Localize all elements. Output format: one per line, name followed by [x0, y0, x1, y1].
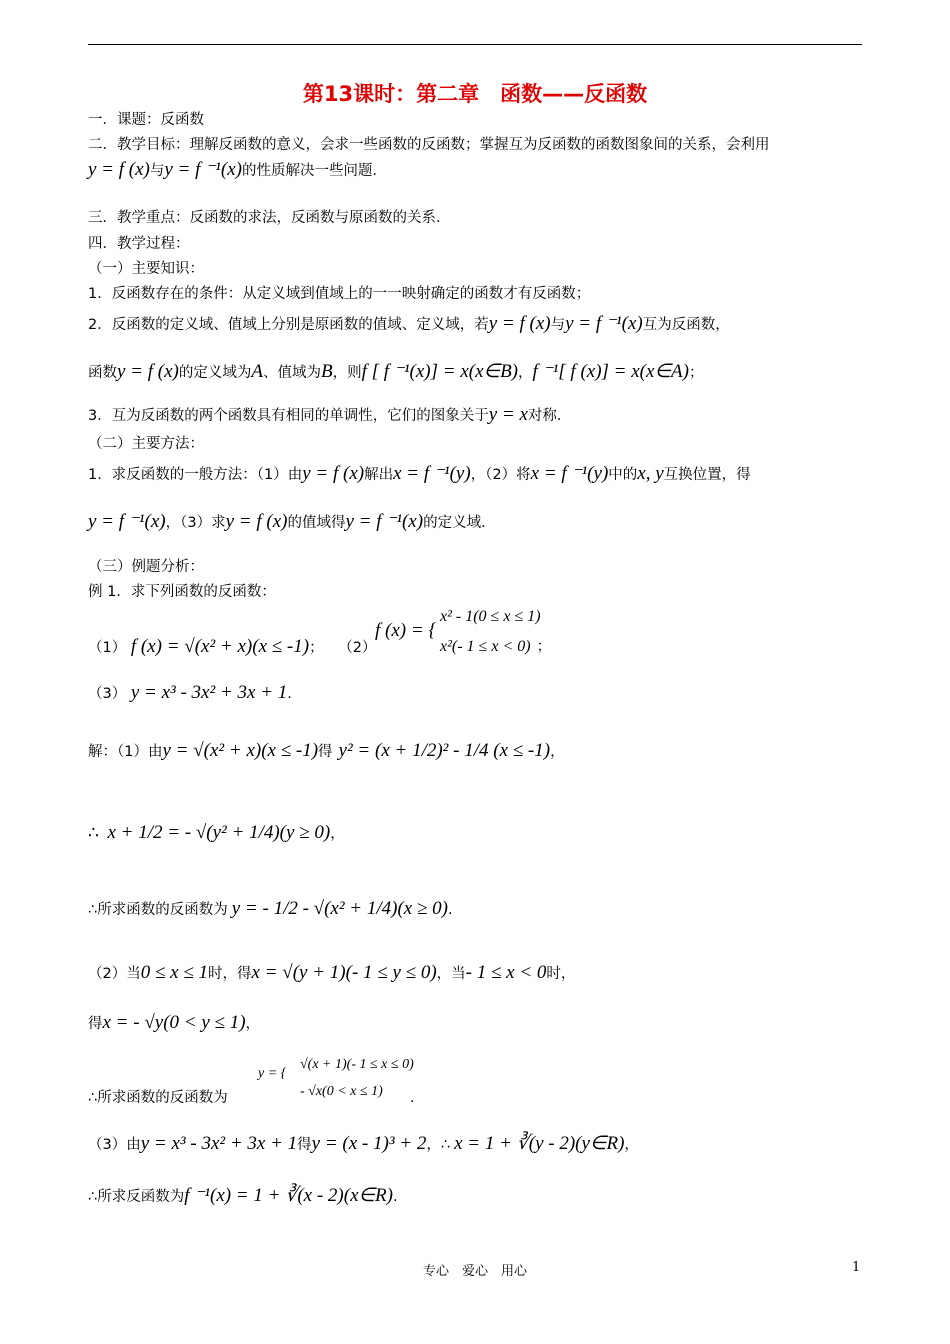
- page-title: 第13课时：第二章 函数——反函数: [302, 82, 648, 106]
- formula: y = f ⁻¹(x): [565, 313, 643, 334]
- text: 的值域得: [287, 515, 346, 531]
- text: 得: [318, 744, 333, 760]
- text: ；: [536, 639, 552, 655]
- method-1: [88, 462, 751, 485]
- example-1-1: [88, 636, 376, 658]
- text: 得: [88, 1016, 103, 1032]
- page-footer: 专心 爱心 用心: [422, 1264, 527, 1279]
- text: 得: [297, 1137, 312, 1153]
- text: （3）: [88, 686, 127, 702]
- section-goals: 二．教学目标：理解反函数的意义，会求一些函数的反函数；掌握互为反函数的函数图象间的关系，会利用: [88, 137, 770, 153]
- formula: x² - 1(0 ≤ x ≤ 1): [440, 608, 541, 625]
- text: 与: [149, 163, 165, 179]
- formula: y = {: [258, 1066, 287, 1081]
- knowledge-3: [88, 404, 571, 426]
- formula: x = f ⁻¹(y): [530, 463, 609, 484]
- formula: x + 1/2 = - √(y² + 1/4)(y ≥ 0): [107, 822, 331, 843]
- solution-1-step2: [88, 822, 345, 844]
- section-process: 四．教学过程：: [88, 236, 190, 252]
- text: 时，: [546, 966, 576, 982]
- text: 互换位置，得: [663, 467, 751, 483]
- method-1-cont: [88, 510, 496, 533]
- text: 的性质解决一些问题．: [241, 163, 387, 179]
- solution-2-result-case1: [300, 1053, 414, 1073]
- text: 解：（1）由: [88, 744, 163, 760]
- text: ，当: [436, 966, 466, 982]
- text: ，: [245, 1016, 261, 1032]
- text: 、值域为: [262, 365, 321, 381]
- text: （3）由: [88, 1137, 141, 1153]
- formula: - √x(0 < x ≤ 1): [300, 1084, 383, 1099]
- formula: f (x) = √(x² + x)(x ≤ -1): [130, 636, 310, 657]
- text: ，: [550, 744, 565, 760]
- text: 时，得: [208, 966, 252, 982]
- formula: y = x: [488, 404, 528, 425]
- text: 函数: [88, 365, 117, 381]
- text: ∴所求反函数为: [88, 1189, 185, 1205]
- text: ，（2）将: [470, 467, 531, 483]
- header-rule: [88, 44, 862, 45]
- knowledge-1: 1．反函数存在的条件：从定义域到值域上的一一映射确定的函数才有反函数；: [88, 286, 591, 302]
- text: 互为反函数，: [642, 317, 730, 333]
- formula: A: [251, 361, 263, 382]
- text: ，: [518, 365, 533, 381]
- formula: y = f (x): [117, 361, 179, 382]
- formula: √(x + 1)(- 1 ≤ x ≤ 0): [300, 1057, 414, 1072]
- example-1-2-case2: [440, 635, 551, 656]
- formula: f (x) = {: [375, 620, 437, 641]
- example-1-3: [88, 682, 292, 704]
- solution-1-result: [88, 898, 453, 920]
- formula: x = - √y(0 < y ≤ 1): [102, 1012, 246, 1033]
- solution-2-result-case2: [300, 1080, 383, 1100]
- formula: x²(- 1 ≤ x < 0): [440, 638, 531, 655]
- formula: x = √(y + 1)(- 1 ≤ y ≤ 0): [251, 962, 437, 983]
- text: ，∴: [426, 1137, 451, 1153]
- knowledge-2-cont: [88, 360, 703, 383]
- page-number: 1: [852, 1260, 861, 1275]
- text: 与: [550, 317, 566, 333]
- formula: B: [320, 361, 333, 382]
- formula: y = √(x² + x)(x ≤ -1): [162, 740, 319, 761]
- text: 3．互为反函数的两个函数具有相同的单调性，它们的图象关于: [88, 408, 489, 424]
- formula: y² = (x + 1/2)² - 1/4 (x ≤ -1): [338, 740, 551, 761]
- formula: x = 1 + ∛(y - 2)(y∈R): [454, 1133, 625, 1154]
- solution-2-result-label: [88, 1086, 228, 1107]
- text: 对称．: [527, 408, 572, 424]
- formula: y = f ⁻¹(x): [88, 511, 166, 532]
- text: ；: [688, 365, 704, 381]
- text: （2）当: [88, 966, 141, 982]
- solution-2-result-lhs: [258, 1062, 286, 1082]
- text: 的定义域为: [178, 365, 252, 381]
- formula: y = f (x): [88, 159, 150, 180]
- text: （2）: [338, 640, 377, 656]
- example-1-heading: 例 1．求下列函数的反函数：: [88, 584, 276, 600]
- formula: - 1 ≤ x < 0: [465, 962, 547, 983]
- formula: y = f ⁻¹(x): [345, 511, 424, 532]
- solution-3-line: [88, 1132, 639, 1155]
- solution-2-result-end: .: [410, 1090, 415, 1106]
- text: ，: [624, 1137, 639, 1153]
- text: ∴所求函数的反函数为: [88, 1090, 228, 1106]
- section-topic: 一．课题：反函数: [88, 112, 204, 128]
- text: .: [287, 686, 292, 702]
- text: ；: [309, 640, 324, 656]
- text: ，则: [332, 365, 362, 381]
- part-methods: （二）主要方法：: [88, 436, 204, 452]
- solution-3-result: [88, 1184, 398, 1207]
- text: .: [448, 902, 453, 918]
- text: .: [392, 1189, 398, 1205]
- text: ，: [330, 826, 345, 842]
- section-focus: 三．教学重点：反函数的求法，反函数与原函数的关系．: [88, 210, 451, 226]
- knowledge-2: [88, 312, 730, 335]
- text: ，（3）求: [165, 515, 226, 531]
- example-1-2-lhs: [375, 620, 436, 642]
- text: 解出: [364, 467, 394, 483]
- formula: y = f (x): [488, 313, 551, 334]
- formula: f ⁻¹[ f (x)] = x(x∈A): [532, 361, 689, 382]
- formula: 0 ≤ x ≤ 1: [140, 962, 209, 983]
- formula: y = - 1/2 - √(x² + 1/4)(x ≥ 0): [231, 898, 448, 919]
- formula: f ⁻¹(x) = 1 + ∛(x - 2)(x∈R): [184, 1185, 393, 1206]
- text: （1）: [88, 640, 127, 656]
- formula: y = x³ - 3x² + 3x + 1: [130, 682, 288, 703]
- text: 1．求反函数的一般方法：（1）由: [88, 467, 303, 483]
- formula: x, y: [637, 463, 664, 484]
- example-1-2-case1: [440, 606, 541, 626]
- formula: y = f ⁻¹(x): [164, 159, 242, 180]
- part-examples: （三）例题分析：: [88, 559, 204, 575]
- section-goals-cont: [88, 158, 387, 181]
- formula: f [ f ⁻¹(x)] = x(x∈B): [361, 361, 519, 382]
- text: ∴所求函数的反函数为: [88, 902, 228, 918]
- therefore-symbol: ∴: [88, 823, 99, 843]
- solution-1-line: [88, 740, 565, 762]
- formula: y = f (x): [225, 511, 288, 532]
- formula: x = f ⁻¹(y): [393, 463, 471, 484]
- formula: y = f (x): [302, 463, 365, 484]
- formula: y = (x - 1)³ + 2: [311, 1133, 427, 1154]
- part-knowledge: （一）主要知识：: [88, 261, 204, 277]
- solution-2-step2: [88, 1012, 260, 1034]
- text: 中的: [608, 467, 638, 483]
- text: 的定义域．: [423, 515, 496, 531]
- formula: y = x³ - 3x² + 3x + 1: [140, 1133, 298, 1154]
- solution-2-line: [88, 962, 575, 984]
- text: 2．反函数的定义域、值域上分别是原函数的值域、定义域，若: [88, 317, 489, 333]
